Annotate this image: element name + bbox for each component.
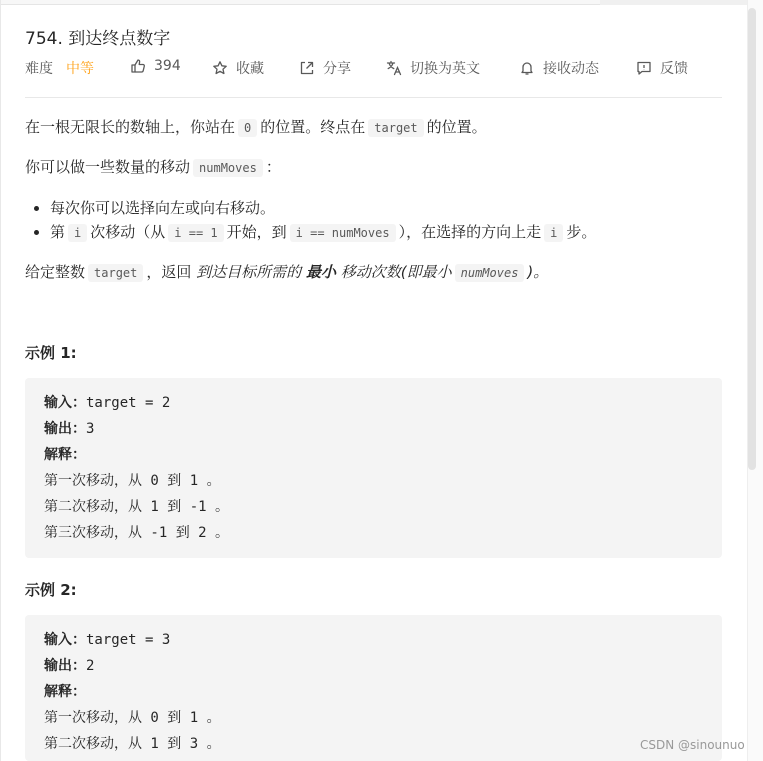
inline-code: i <box>68 224 87 242</box>
bullet-2-text-2: 次移动（从 <box>90 223 166 241</box>
example-2-title: 示例 2: <box>25 581 77 599</box>
switch-language-label: 切换为英文 <box>410 61 480 77</box>
share-icon <box>299 60 315 76</box>
output-label: 输出： <box>44 421 86 437</box>
output-label: 输出： <box>44 658 86 674</box>
example-1-line-1: 第一次移动，从 0 到 1 。 <box>44 473 221 489</box>
description-paragraph-1 <box>25 116 487 139</box>
divider <box>25 97 722 98</box>
translate-icon <box>386 60 402 76</box>
example-2-input <box>44 630 170 650</box>
description-paragraph-3 <box>25 261 548 284</box>
difficulty-label: 难度 <box>25 61 53 77</box>
p1-text-3: 的位置。 <box>426 118 487 136</box>
input-label: 输入： <box>44 395 86 411</box>
inline-code: target <box>88 264 143 282</box>
bell-icon <box>519 60 535 76</box>
inline-code: i == 1 <box>168 224 223 242</box>
inline-code: numMoves <box>193 159 263 177</box>
description-paragraph-2 <box>25 156 281 179</box>
feedback-icon <box>636 60 652 76</box>
example-2-output <box>44 656 94 676</box>
feedback-button[interactable] <box>636 58 688 78</box>
p3-italic-2: 移动次数(即最小 <box>340 263 452 281</box>
like-button[interactable] <box>130 58 181 74</box>
input-label: 输入： <box>44 632 86 648</box>
example-1-output <box>44 419 94 439</box>
input-value: target = 2 <box>86 395 171 411</box>
bullet-1-text: 每次你可以选择向左或向右移动。 <box>50 199 276 217</box>
list-item <box>50 196 596 220</box>
p3-text-2: ，返回 <box>146 263 192 281</box>
difficulty <box>25 58 94 78</box>
left-border <box>0 0 1 761</box>
scrollbar-thumb[interactable] <box>748 8 756 470</box>
output-value: 2 <box>86 658 95 674</box>
example-2-block <box>25 615 722 761</box>
share-button[interactable] <box>299 58 351 78</box>
inline-code: i == numMoves <box>290 224 396 242</box>
inline-code: i <box>544 224 563 242</box>
difficulty-value: 中等 <box>66 61 94 77</box>
inline-code: 0 <box>238 119 257 137</box>
inline-code: target <box>368 119 423 137</box>
feedback-label: 反馈 <box>660 61 688 77</box>
share-label: 分享 <box>323 61 351 77</box>
favorite-button[interactable] <box>212 58 264 78</box>
notify-button[interactable] <box>519 58 599 78</box>
p1-text-2: 的位置。终点在 <box>260 118 366 136</box>
inline-code: numMoves <box>455 264 525 282</box>
explain-label: 解释： <box>44 447 86 463</box>
example-2-explain-label <box>44 682 86 702</box>
p3-text-1: 给定整数 <box>25 263 86 281</box>
notify-label: 接收动态 <box>543 61 599 77</box>
bullet-2-text-4: ），在选择的方向上走 <box>398 223 542 241</box>
p2-text-2: ： <box>265 158 281 176</box>
p3-bold-italic: 最小 <box>305 263 336 281</box>
rules-list <box>50 196 596 245</box>
output-value: 3 <box>86 421 95 437</box>
bullet-2-text-1: 第 <box>50 223 66 241</box>
switch-language-button[interactable] <box>386 58 480 78</box>
p3-italic-1: 到达目标所需的 <box>196 263 302 281</box>
p3-text-end: )。 <box>527 263 549 281</box>
list-item <box>50 220 596 245</box>
star-icon <box>212 60 228 76</box>
bullet-2-text-3: 开始，到 <box>226 223 287 241</box>
thumbs-up-icon <box>130 58 146 74</box>
problem-meta-bar <box>25 58 722 78</box>
problem-title: 754. 到达终点数字 <box>25 29 171 49</box>
input-value: target = 3 <box>86 632 171 648</box>
explain-label: 解释： <box>44 684 86 700</box>
top-tab-area <box>0 0 600 5</box>
example-1-input <box>44 393 170 413</box>
example-2-line-1: 第一次移动，从 0 到 1 。 <box>44 710 221 726</box>
example-1-explain-label <box>44 445 86 465</box>
like-count: 394 <box>154 58 181 74</box>
example-2-line-2: 第二次移动，从 1 到 3 。 <box>44 736 221 752</box>
example-1-line-3: 第三次移动，从 -1 到 2 。 <box>44 525 230 541</box>
watermark: CSDN @sinounuo <box>640 738 745 752</box>
p1-text-1: 在一根无限长的数轴上，你站在 <box>25 118 236 136</box>
example-1-block <box>25 378 722 558</box>
bullet-2-text-5: 步。 <box>566 223 597 241</box>
example-1-line-2: 第二次移动，从 1 到 -1 。 <box>44 499 230 515</box>
example-1-title: 示例 1: <box>25 344 77 362</box>
favorite-label: 收藏 <box>236 61 264 77</box>
p2-text-1: 你可以做一些数量的移动 <box>25 158 191 176</box>
